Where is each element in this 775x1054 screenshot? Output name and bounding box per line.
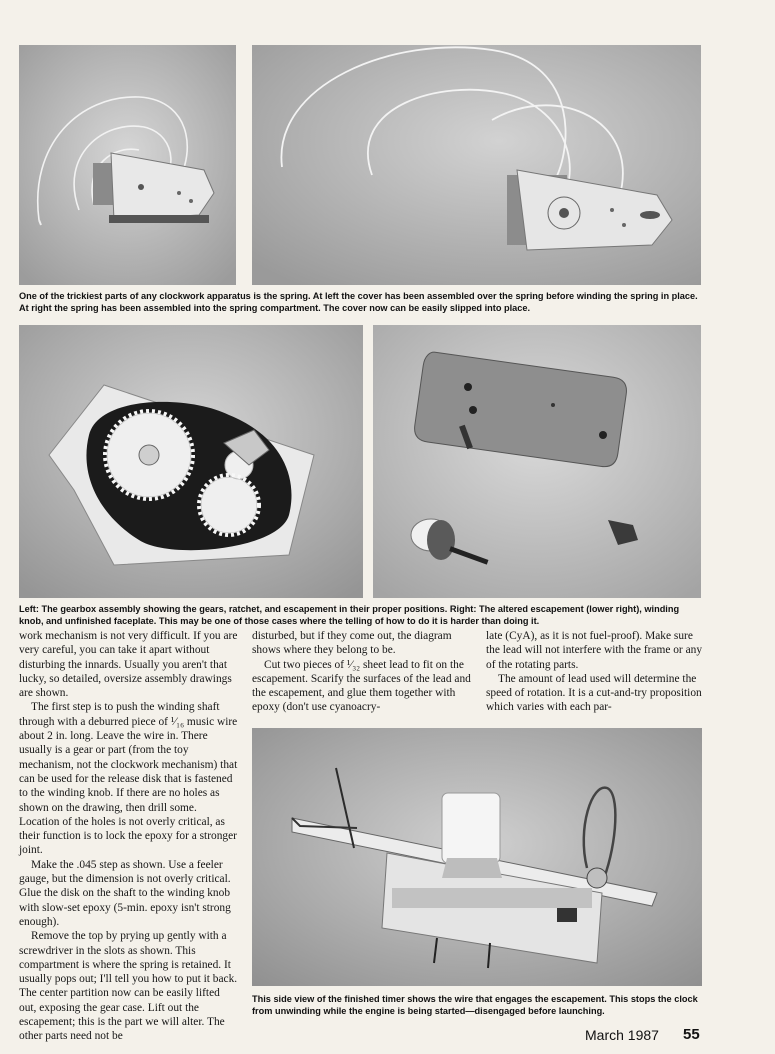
col1-paragraph-1: work mechanism is not very difficult. If you are very careful, you can take it apart without disturbing the innards. Usually you aren't that lucky, so detailed, oversize assembly drawings are shown. xyxy=(19,630,238,700)
photo-finished-timer xyxy=(252,728,702,986)
issue-date: March 1987 xyxy=(585,1027,659,1043)
photo-spring-cover xyxy=(19,45,236,285)
photo-escapement-parts xyxy=(373,325,701,598)
text-column-3 xyxy=(486,629,703,715)
text-column-2 xyxy=(252,629,474,715)
text-column-1 xyxy=(19,629,238,1044)
caption-top: One of the trickiest parts of any clockwork apparatus is the spring. At left the cover has been assembled over the spring before winding the spring in place. At right the spring has been assembled into the spring compartment. The cover now can be easily slipped into place. xyxy=(19,291,698,313)
caption-middle: Left: The gearbox assembly showing the gears, ratchet, and escapement in their proper positions. Right: The altered escapement (lower right), winding knob, and unfinished faceplate. This may be one of those cases where the telling of how to do it is harder than doing it. xyxy=(19,604,680,626)
photo-gearbox xyxy=(19,325,363,598)
caption-bottom: This side view of the finished timer shows the wire that engages the escapement. This stops the clock from unwinding while the engine is being started—disengaged before launching. xyxy=(252,994,698,1016)
col2-paragraph-1: disturbed, but if they come out, the diagram shows where they belong to be. xyxy=(252,630,452,657)
col1-paragraph-2: The first step is to push the winding shaft through with a deburred piece of ¹⁄₁₆ music wire about 2 in. long. Leave the wire in. There usually is a gear or part (from the toy mechanism, not the clockwork mechanism) that can be used for the release disk that is fastened to the winding knob. If there are no holes as shown on the drawing, then drill some. Location of the holes is not overly critical, as their function is to lock the epoxy for a stronger joint. xyxy=(19,701,238,857)
col1-paragraph-3: Make the .045 step as shown. Use a feeler gauge, but the dimension is not overly critical. Glue the disk on the shaft to the winding knob with slow-set epoxy (5-min. epoxy isn't strong enough). xyxy=(19,858,231,928)
page-number: 55 xyxy=(683,1026,700,1043)
col3-paragraph-1: late (CyA), as it is not fuel-proof). Make sure the lead will not interfere with the frame or any of the rotating parts. xyxy=(486,630,703,671)
col2-paragraph-2: Cut two pieces of ¹⁄₃₂ sheet lead to fit on the escapement. Scarify the surfaces of the lead and the escapement, and glue them together with epoxy (don't use cyanoacry- xyxy=(252,658,471,714)
col1-paragraph-4: Remove the top by prying up gently with a screwdriver in the slots as shown. This compartment is where the spring is retained. It usually pops out; I'll tell you how to put it back. The center partition now can be easily lifted out, exposing the gear case. Lift out the escapement; this is the part we will alter. The other parts need not be xyxy=(19,930,238,1043)
photo-spring-compartment xyxy=(252,45,701,285)
col3-paragraph-2: The amount of lead used will determine the speed of rotation. It is a cut-and-try proposition which varies with each par- xyxy=(486,672,702,714)
